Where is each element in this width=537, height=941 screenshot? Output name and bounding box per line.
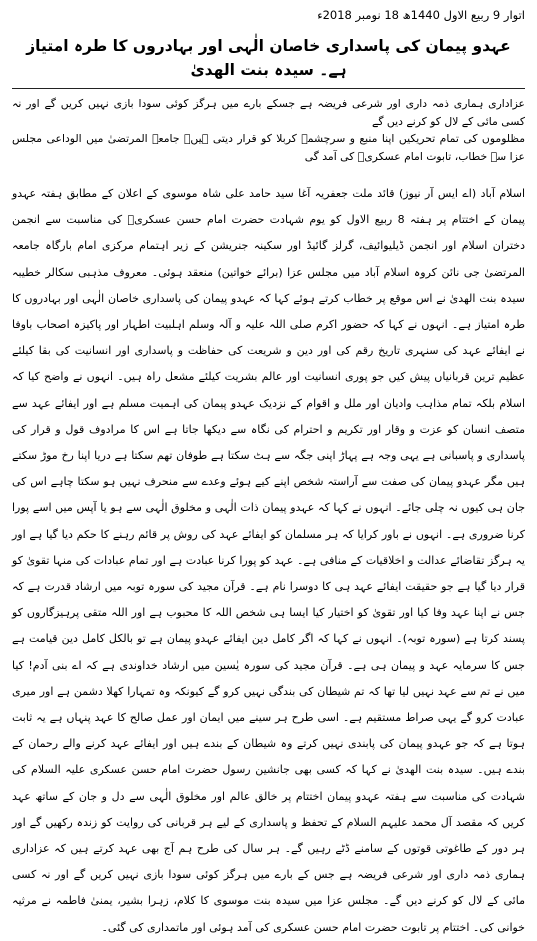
divider bbox=[12, 88, 525, 89]
dateline: اتوار 9 ربیع الاول 1440ھ 18 نومبر 2018ء bbox=[317, 8, 525, 22]
body-paragraph: اسلام آباد (اے ایس آر نیوز) قائد ملت جعفریہ آغا سید حامد علی شاہ موسوی کے اعلان کے مطابق ہفتہ عہدو پیمان کے اختتام پر ہفتہ 8 ربیع الاول کو یوم شہادت حضرت امام حسن عسکریؑ کی مناسبت سے انجمن دختران اسلام اور انجمن ڈیلیوائیف، گرلز گائیڈ اور سکینہ جنریشن کے زیر اہتمام مرکزی امام بارگاہ جامعہ المرتضیٰ جی نائن کروہ اسلام آباد میں مجلس عزا (برائے خواتین) منعقد ہوئی۔ معروف مذہبی سکالر خطیبہ سیدہ بنت الھدیٰ نے اس موقع پر خطاب کرتے ہوئے کہا کہ عہدو پیمان کی پاسداری خاصان الٰہی اور بہادروں کا طرہ امتیاز ہے۔ انہوں نے کہا کہ حضور اکرم صلی اللہ علیہ و آلہ وسلم اہلبیت اطہار اور پاکیزہ اصحاب باوفا نے ایفائے عہد کی سنہری تاریخ رقم کی اور دین و شریعت کی حفاظت و پاسداری اور انسانیت کی بقا کیلئے عظیم ترین قربانیاں پیش کیں جو پوری انسانیت اور عالم بشریت کیلئے مشعل راہ ہیں۔ انہوں نے واضح کیا کہ اسلام بلکہ تمام مذاہب وادیان اور ملل و اقوام کے نزدیک عہدو پیمان کی اہمیت مسلم ہے اور ایفائے عہد سے متصف انسان کو عزت و وقار اور تکریم و احترام کی نگاہ سے دیکھا جاتا ہے اس کا مرادوف قول و قرار کی پاسداری و پاسبانی ہے یہی وجہ ہے پہاڑ اپنی جگہ سے ہٹ سکتا ہے طوفان تھم سکتا ہے دریا اپنا رخ موڑ سکتے ہیں مگر عہدو پیمان کی صفت سے آراستہ شخص اپنے کیے ہوئے وعدے سے منحرف نہیں ہو سکتا چاہے اس کی جان ہی کیوں نہ چلی جائے۔ انہوں نے کہا کہ عہدو پیمان ذات الٰہی و مخلوق الٰہی سے ہو یا آپس میں اسے پورا کرنا ضروری ہے۔ انہوں نے باور کرایا کہ ہر مسلمان کو ایفائے عہد کی روش پر قائم رہنے کا حکم دیا گیا ہے اور یہ ہرگز تقاضائے عدالت و اخلاقیات کے منافی ہے۔ عہد کو پورا کرنا عبادت ہے اور تمام عبادات کی منہا تقویٰ کو قرار دیا گیا ہے جو حقیقت ایفائے عہد ہی کا دوسرا نام ہے۔ قرآن مجید کی سورہ توبہ میں ارشاد قدرت ہے کہ جس نے اپنا عہد وفا کیا اور تقویٰ کو اختیار کیا ایسا ہی شخص اللہ کا محبوب ہے اور اللہ متقی پرہیزگاروں کو پسند کرتا ہے (سورہ توبہ)۔ انہوں نے کہا کہ اگر کامل دین ایفائے عہدو پیمان ہے تو بالکل کامل دین قیامت ہے جس کا سرمایہ عہد و پیمان ہی ہے۔ قرآن مجید کی سورہ یٰسین میں ارشاد خداوندی ہے کہ اے بنی آدم! کیا میں نے تم سے عہد نہیں لیا تھا کہ تم شیطان کی بندگی نہیں کرو گے کیونکہ وہ تمہارا کھلا دشمن ہے اور میری عبادت کرو گے یہی صراط مستقیم ہے۔ اسی طرح ہر سینے میں ایمان اور عمل صالح کا عہد پنہاں ہے یہ ثابت ہوتا ہے کہ جو عہدو پیمان کی پابندی نہیں کرتے وہ شیطان کے بندے ہیں اور ایفائے عہد کرنے والے رحمان کے بندے ہیں۔ سیدہ بنت الھدیٰ نے کہا کہ کسی بھی جانشین رسول حضرت امام حسن عسکری علیہ السلام کی شہادت کی مناسبت سے ہفتہ عہدو پیمان اختتام پر خالق عالم اور مخلوق الٰہی سے دل و جان کے ساتھ عہد کریں کہ مقصد آل محمد علیہم السلام کے تحفظ و پاسداری کے لیے ہر قربانی کی روایت کو زندہ رکھیں گے اور ہر دور کے طاغوتی قوتوں کے سامنے ڈٹے رہیں گے۔ ہر سال کی طرح ہم آج بھی عہد کرتے ہیں کہ عزاداری ہماری ذمہ داری اور شرعی فریضہ ہے جس کے بارے میں ہرگز کوئی سودا بازی نہیں کریں گے اور نہ کسی مائی کے لال کو کرنے دیں گے۔ مجلس عزا میں سیدہ بنت موسوی کا کلام، زہرا بشیر، یمنیٰ فاطمہ نے مرثیہ خوانی کی۔ اختتام پر تابوت حضرت امام حسن عسکری کی آمد ہوئی اور ماتمداری کی گئی۔ bbox=[12, 187, 525, 934]
intro-line: عزاداری ہماری ذمہ داری اور شرعی فریضہ ہے جسکے بارے میں ہرگز کوئی سودا بازی نہیں کریں گے اور نہ کسی مائی کے لال کو کرنے دیں گے bbox=[12, 97, 525, 128]
article-body bbox=[12, 181, 525, 941]
intro-line: مظلوموں کی تمام تحریکیں اپنا منبع و سرچشمہ کربلا کو قرار دیتی ہیں۔ جامعہ المرتضیٰ میں الوداعی مجلس عزا سے خطاب، تابوت امام عسکریؑ کی آمد گی bbox=[12, 132, 525, 163]
intro bbox=[12, 95, 525, 165]
headline: عہدو پیمان کی پاسداری خاصان الٰہی اور بہادروں کا طرہ امتیاز ہے۔ سیدہ بنت الھدیٰ bbox=[26, 37, 511, 79]
